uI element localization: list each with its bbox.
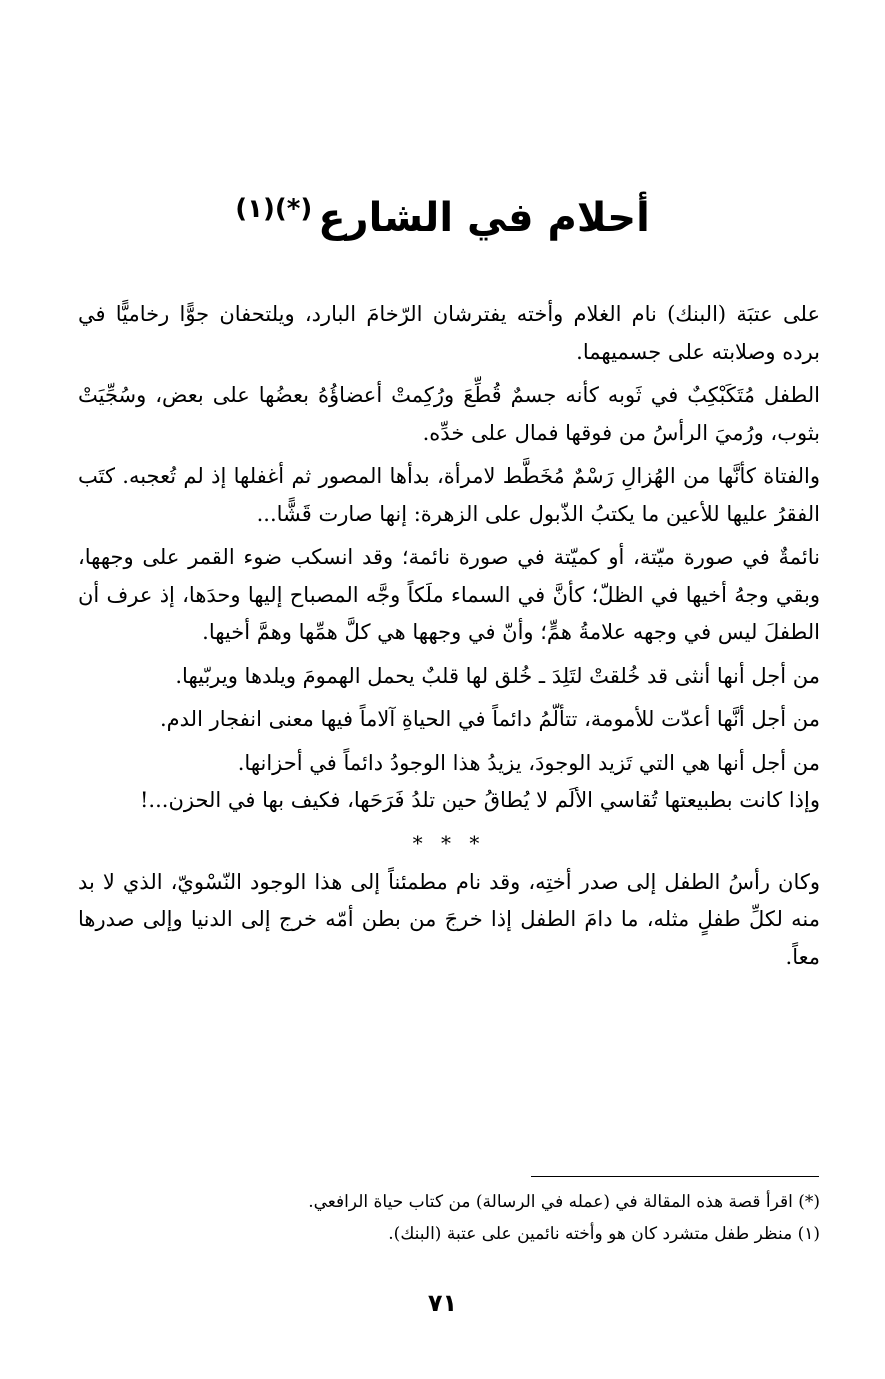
paragraph: الطفل مُتَكَبْكِبٌ في ثَوبه كأنه جسمٌ قُطِّعَ ورُكِمتْ أعضاؤُهُ بعضُها على بعض، وسُجِّيَتْ بثوب، ورُميَ الرأسُ من فوقها فمال على خدِّه. [78,383,820,445]
chapter-title [0,190,885,246]
paragraph: نائمةٌ في صورة ميّتة، أو كميّتة في صورة نائمة؛ وقد انسكب ضوء القمر على وجهها، وبقي وجهُ أخيها في الظلّ؛ كأنَّ في السماء ملَكاً وجَّه المصباح إليها وحدَها، إذ عرف أن الطفلَ ليس في وجهه علامةُ همٍّ؛ وأنّ في وجهها هي كلَّ همِّها وهمَّ أخيها. [78,545,820,644]
paragraph: والفتاة كأنَّها من الهُزالِ رَسْمٌ مُخَطَّط لامرأة، بدأها المصور ثم أغفلها إذ لم تُعجبه. كتَب الفقرُ عليها للأعين ما يكتبُ الذّبول على الزهرة: إنها صارت قَشًّا... [78,464,820,526]
chapter-title-text: أحلام في الشارع [318,195,650,241]
closing-paragraph: وكان رأسُ الطفل إلى صدر أختِه، وقد نام مطمئناً إلى هذا الوجود النّسْويّ، الذي لا بد منه لكلِّ طفلٍ مثله، ما دامَ الطفل إذا خرجَ من بطن أمّه خرج إلى الدنيا وإلى صدرها معاً. [78,869,820,969]
page-number: ٧١ [427,1289,458,1317]
footnote-rule [531,1176,819,1177]
footnotes [78,1186,820,1250]
footnote: (*) اقرأ قصة هذه المقالة في (عمله في الرسالة) من كتاب حياة الرافعي. [308,1192,820,1212]
section-divider: * * * [412,830,486,855]
footnote: (١) منظر طفل متشرد كان هو وأخته نائمين على عتبة (البنك). [388,1224,820,1244]
paragraph: من أجل أنَّها أعدّت للأمومة، تتألّمُ دائماً في الحياةِ آلاماً فيها معنى انفجار الدم. [159,707,820,731]
paragraph: وإذا كانت بطبيعتها تُقاسي الألَم لا يُطاقُ حين تلدُ فَرَحَها، فكيف بها في الحزن...! [139,788,820,812]
paragraph: على عتبَة (البنك) نام الغلام وأخته يفترشان الرّخامَ البارد، ويلتحفان جوًّا رخاميًّا في برده وصلابته على جسميهما. [78,302,820,364]
paragraph: من أجل أنها أنثى قد خُلقتْ لتَلِدَ ـ خُلق لها قلبٌ يحمل الهمومَ ويلدها ويربّيها. [175,663,820,688]
body-text [78,296,820,982]
paragraph: من أجل أنها هي التي تَزيد الوجودَ، يزيدُ هذا الوجودُ دائماً في أحزانها. [237,750,820,775]
footnote-marks: (*)(١) [235,193,313,224]
